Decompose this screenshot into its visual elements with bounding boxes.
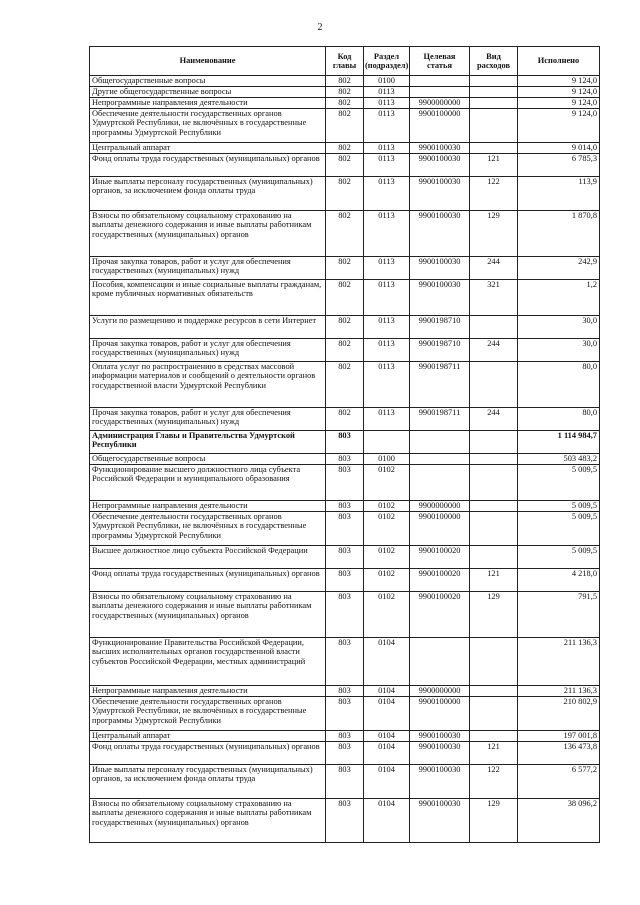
table-row <box>90 154 600 177</box>
row-section: 0113 <box>364 408 410 431</box>
table-row <box>90 98 600 109</box>
row-section: 0113 <box>364 211 410 257</box>
row-target-article: 9900100020 <box>410 546 470 569</box>
row-chapter-code: 803 <box>326 638 364 686</box>
table-row <box>90 592 600 638</box>
row-name: Общегосударственные вопросы <box>90 76 326 87</box>
row-executed: 9 124,0 <box>518 98 600 109</box>
row-chapter-code: 803 <box>326 765 364 799</box>
row-target-article: 9900100030 <box>410 211 470 257</box>
row-chapter-code: 803 <box>326 501 364 512</box>
row-chapter-code: 802 <box>326 98 364 109</box>
row-name: Прочая закупка товаров, работ и услуг для обеспечения государственных (муниципальных) нужд <box>90 339 326 362</box>
row-target-article: 9900000000 <box>410 501 470 512</box>
row-expense-type <box>470 697 518 731</box>
row-name: Прочая закупка товаров, работ и услуг для обеспечения государственных (муниципальных) нужд <box>90 257 326 280</box>
row-section: 0100 <box>364 76 410 87</box>
table-header-row <box>90 47 600 76</box>
row-expense-type: 122 <box>470 765 518 799</box>
header-chapter-code: Код главы <box>326 47 364 76</box>
row-section: 0104 <box>364 638 410 686</box>
row-executed: 9 124,0 <box>518 76 600 87</box>
row-section: 0102 <box>364 501 410 512</box>
table-row <box>90 316 600 339</box>
table-row <box>90 512 600 546</box>
row-expense-type <box>470 98 518 109</box>
table-row <box>90 280 600 316</box>
row-chapter-code: 802 <box>326 211 364 257</box>
row-section: 0113 <box>364 280 410 316</box>
row-chapter-code: 802 <box>326 339 364 362</box>
row-chapter-code: 802 <box>326 280 364 316</box>
table-row <box>90 339 600 362</box>
row-chapter-code: 803 <box>326 686 364 697</box>
row-target-article: 9900198710 <box>410 339 470 362</box>
row-expense-type <box>470 546 518 569</box>
table-row <box>90 454 600 465</box>
table-row <box>90 765 600 799</box>
row-name: Функционирование Правительства Российской Федерации, высших исполнительных органов государственной власти субъектов Российской Федерации, местных администраций <box>90 638 326 686</box>
table-row <box>90 731 600 742</box>
row-section: 0113 <box>364 177 410 211</box>
header-section: Раздел (подраздел) <box>364 47 410 76</box>
row-section: 0113 <box>364 154 410 177</box>
table-row <box>90 109 600 143</box>
row-target-article: 9900100030 <box>410 177 470 211</box>
row-name: Обеспечение деятельности государственных органов Удмуртской Республики, не включённых в государственные программы Удмуртской Республики <box>90 697 326 731</box>
row-target-article <box>410 431 470 454</box>
row-executed: 9 124,0 <box>518 87 600 98</box>
row-name: Непрограммные направления деятельности <box>90 98 326 109</box>
row-target-article: 9900100000 <box>410 697 470 731</box>
row-target-article <box>410 465 470 501</box>
row-expense-type: 129 <box>470 211 518 257</box>
row-name: Пособия, компенсации и иные социальные выплаты гражданам, кроме публичных нормативных обязательств <box>90 280 326 316</box>
row-section: 0104 <box>364 686 410 697</box>
row-section: 0102 <box>364 546 410 569</box>
table-body <box>90 76 600 843</box>
row-executed: 197 001,8 <box>518 731 600 742</box>
row-expense-type: 121 <box>470 742 518 765</box>
row-executed: 242,9 <box>518 257 600 280</box>
row-section: 0100 <box>364 454 410 465</box>
row-expense-type: 121 <box>470 154 518 177</box>
row-section: 0104 <box>364 742 410 765</box>
row-target-article: 9900000000 <box>410 686 470 697</box>
row-section: 0113 <box>364 143 410 154</box>
row-chapter-code: 803 <box>326 799 364 843</box>
row-target-article: 9900198711 <box>410 408 470 431</box>
row-chapter-code: 802 <box>326 177 364 211</box>
table-row <box>90 697 600 731</box>
row-name: Функционирование высшего должностного лица субъекта Российской Федерации и муниципального образования <box>90 465 326 501</box>
row-chapter-code: 802 <box>326 408 364 431</box>
row-expense-type <box>470 316 518 339</box>
row-chapter-code: 802 <box>326 362 364 408</box>
row-expense-type: 122 <box>470 177 518 211</box>
row-expense-type <box>470 465 518 501</box>
row-target-article: 9900100030 <box>410 742 470 765</box>
row-name: Администрация Главы и Правительства Удмуртской Республики <box>90 431 326 454</box>
row-chapter-code: 802 <box>326 143 364 154</box>
row-section: 0104 <box>364 765 410 799</box>
row-section <box>364 431 410 454</box>
row-chapter-code: 803 <box>326 569 364 592</box>
row-name: Фонд оплаты труда государственных (муниципальных) органов <box>90 154 326 177</box>
row-target-article <box>410 638 470 686</box>
table-row <box>90 177 600 211</box>
table-row <box>90 742 600 765</box>
row-expense-type <box>470 143 518 154</box>
row-executed: 4 218,0 <box>518 569 600 592</box>
row-executed: 1 870,8 <box>518 211 600 257</box>
row-section: 0104 <box>364 731 410 742</box>
row-expense-type: 121 <box>470 569 518 592</box>
row-expense-type <box>470 686 518 697</box>
row-target-article: 9900100020 <box>410 592 470 638</box>
row-target-article: 9900000000 <box>410 98 470 109</box>
row-target-article: 9900100030 <box>410 765 470 799</box>
row-expense-type <box>470 512 518 546</box>
row-name: Обеспечение деятельности государственных органов Удмуртской Республики, не включённых в государственные программы Удмуртской Республики <box>90 512 326 546</box>
row-executed: 5 009,5 <box>518 546 600 569</box>
row-expense-type <box>470 731 518 742</box>
row-executed: 1,2 <box>518 280 600 316</box>
row-name: Оплата услуг по распространению в средствах массовой информации материалов и сообщений о деятельности органов государственной власти Удмуртской Республики <box>90 362 326 408</box>
row-chapter-code: 802 <box>326 154 364 177</box>
row-target-article: 9900100030 <box>410 154 470 177</box>
table-row <box>90 257 600 280</box>
row-executed: 80,0 <box>518 408 600 431</box>
row-name: Высшее должностное лицо субъекта Российской Федерации <box>90 546 326 569</box>
row-expense-type: 129 <box>470 799 518 843</box>
table-row <box>90 638 600 686</box>
header-expense-type: Вид расходов <box>470 47 518 76</box>
row-executed: 9 014,0 <box>518 143 600 154</box>
table-row <box>90 211 600 257</box>
row-target-article: 9900100020 <box>410 569 470 592</box>
row-section: 0102 <box>364 465 410 501</box>
row-executed: 9 124,0 <box>518 109 600 143</box>
header-executed: Исполнено <box>518 47 600 76</box>
row-name: Взносы по обязательному социальному страхованию на выплаты денежного содержания и иные выплаты работникам государственных (муниципальных) органов <box>90 799 326 843</box>
row-chapter-code: 802 <box>326 316 364 339</box>
row-chapter-code: 803 <box>326 592 364 638</box>
row-section: 0102 <box>364 512 410 546</box>
row-target-article: 9900198710 <box>410 316 470 339</box>
row-chapter-code: 803 <box>326 454 364 465</box>
row-executed: 5 009,5 <box>518 465 600 501</box>
budget-execution-table <box>89 46 600 843</box>
row-name: Другие общегосударственные вопросы <box>90 87 326 98</box>
row-expense-type <box>470 76 518 87</box>
row-target-article <box>410 76 470 87</box>
row-target-article <box>410 87 470 98</box>
row-section: 0104 <box>364 697 410 731</box>
row-expense-type <box>470 638 518 686</box>
row-target-article: 9900198711 <box>410 362 470 408</box>
table-row <box>90 799 600 843</box>
row-expense-type <box>470 87 518 98</box>
table-row <box>90 569 600 592</box>
row-name: Центральный аппарат <box>90 731 326 742</box>
row-section: 0113 <box>364 98 410 109</box>
table-row <box>90 501 600 512</box>
row-section: 0102 <box>364 569 410 592</box>
row-executed: 80,0 <box>518 362 600 408</box>
row-executed: 6 785,3 <box>518 154 600 177</box>
row-section: 0113 <box>364 87 410 98</box>
row-expense-type: 244 <box>470 257 518 280</box>
table-row <box>90 143 600 154</box>
row-executed: 1 114 984,7 <box>518 431 600 454</box>
row-name: Иные выплаты персоналу государственных (муниципальных) органов, за исключением фонда оплаты труда <box>90 177 326 211</box>
row-expense-type: 129 <box>470 592 518 638</box>
row-target-article: 9900100000 <box>410 109 470 143</box>
row-expense-type: 244 <box>470 408 518 431</box>
table-row <box>90 87 600 98</box>
row-chapter-code: 803 <box>326 431 364 454</box>
table-row <box>90 686 600 697</box>
row-executed: 30,0 <box>518 339 600 362</box>
row-name: Взносы по обязательному социальному страхованию на выплаты денежного содержания и иные выплаты работникам государственных (муниципальных) органов <box>90 211 326 257</box>
row-section: 0113 <box>364 362 410 408</box>
row-name: Непрограммные направления деятельности <box>90 501 326 512</box>
row-target-article: 9900100030 <box>410 143 470 154</box>
row-name: Иные выплаты персоналу государственных (муниципальных) органов, за исключением фонда оплаты труда <box>90 765 326 799</box>
row-target-article: 9900100030 <box>410 257 470 280</box>
row-chapter-code: 802 <box>326 76 364 87</box>
row-executed: 6 577,2 <box>518 765 600 799</box>
row-target-article: 9900100030 <box>410 731 470 742</box>
row-chapter-code: 803 <box>326 697 364 731</box>
row-expense-type: 321 <box>470 280 518 316</box>
row-target-article: 9900100030 <box>410 799 470 843</box>
row-section: 0113 <box>364 316 410 339</box>
row-executed: 791,5 <box>518 592 600 638</box>
row-section: 0102 <box>364 592 410 638</box>
row-expense-type <box>470 362 518 408</box>
table-row <box>90 76 600 87</box>
row-section: 0113 <box>364 257 410 280</box>
row-section: 0113 <box>364 339 410 362</box>
row-chapter-code: 803 <box>326 465 364 501</box>
row-name: Центральный аппарат <box>90 143 326 154</box>
row-name: Услуги по размещению и поддержке ресурсов в сети Интернет <box>90 316 326 339</box>
row-name: Фонд оплаты труда государственных (муниципальных) органов <box>90 742 326 765</box>
row-name: Обеспечение деятельности государственных органов Удмуртской Республики, не включённых в государственные программы Удмуртской Республики <box>90 109 326 143</box>
row-chapter-code: 803 <box>326 742 364 765</box>
header-name: Наименование <box>90 47 326 76</box>
row-chapter-code: 803 <box>326 512 364 546</box>
table-row <box>90 362 600 408</box>
row-section: 0104 <box>364 799 410 843</box>
row-target-article: 9900100000 <box>410 512 470 546</box>
table-row <box>90 431 600 454</box>
row-executed: 136 473,8 <box>518 742 600 765</box>
row-executed: 210 802,9 <box>518 697 600 731</box>
row-expense-type: 244 <box>470 339 518 362</box>
row-executed: 211 136,3 <box>518 638 600 686</box>
table-row <box>90 546 600 569</box>
row-expense-type <box>470 431 518 454</box>
row-name: Фонд оплаты труда государственных (муниципальных) органов <box>90 569 326 592</box>
row-name: Прочая закупка товаров, работ и услуг для обеспечения государственных (муниципальных) нужд <box>90 408 326 431</box>
row-chapter-code: 802 <box>326 109 364 143</box>
table-row <box>90 408 600 431</box>
row-name: Непрограммные направления деятельности <box>90 686 326 697</box>
row-target-article: 9900100030 <box>410 280 470 316</box>
row-executed: 211 136,3 <box>518 686 600 697</box>
row-chapter-code: 803 <box>326 546 364 569</box>
row-expense-type <box>470 501 518 512</box>
row-chapter-code: 802 <box>326 87 364 98</box>
row-executed: 30,0 <box>518 316 600 339</box>
page-number: 2 <box>317 22 323 33</box>
row-section: 0113 <box>364 109 410 143</box>
row-name: Взносы по обязательному социальному страхованию на выплаты денежного содержания и иные выплаты работникам государственных (муниципальных) органов <box>90 592 326 638</box>
row-chapter-code: 803 <box>326 731 364 742</box>
row-name: Общегосударственные вопросы <box>90 454 326 465</box>
row-executed: 5 009,5 <box>518 501 600 512</box>
row-expense-type <box>470 109 518 143</box>
row-executed: 5 009,5 <box>518 512 600 546</box>
row-executed: 113,9 <box>518 177 600 211</box>
table-row <box>90 465 600 501</box>
row-expense-type <box>470 454 518 465</box>
row-executed: 503 483,2 <box>518 454 600 465</box>
row-chapter-code: 802 <box>326 257 364 280</box>
row-executed: 38 096,2 <box>518 799 600 843</box>
header-target-article: Целевая статья <box>410 47 470 76</box>
row-target-article <box>410 454 470 465</box>
